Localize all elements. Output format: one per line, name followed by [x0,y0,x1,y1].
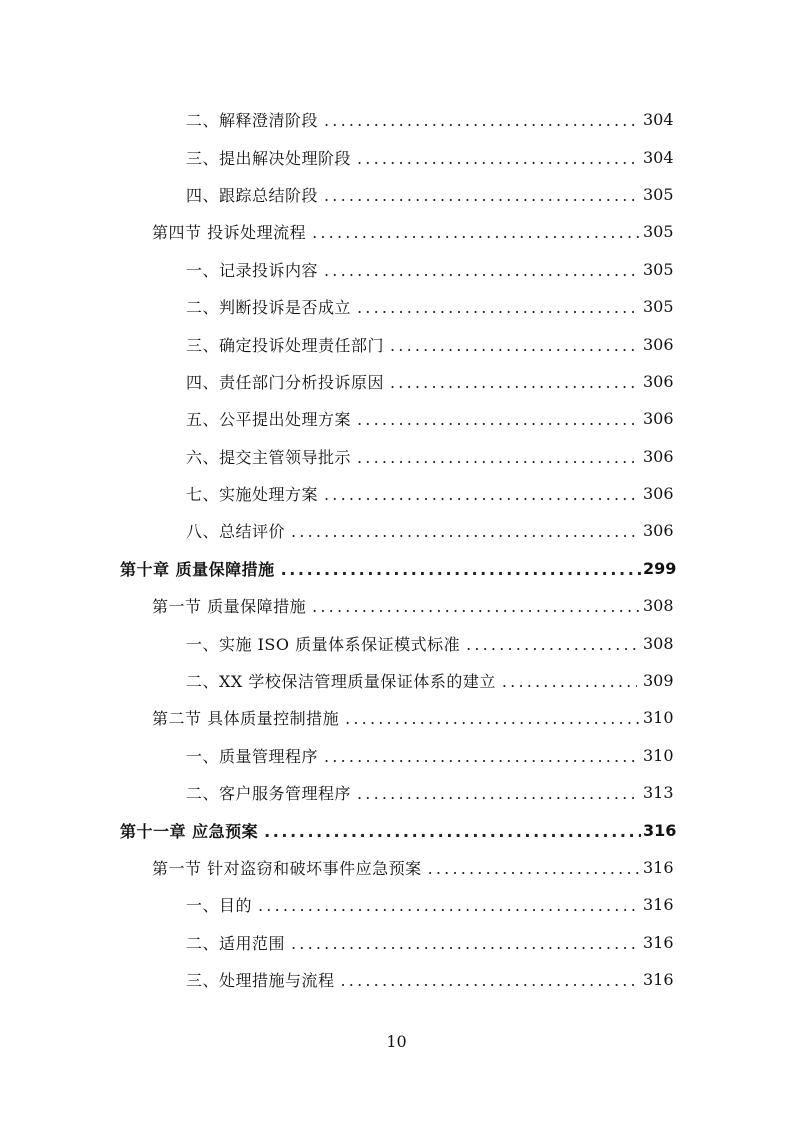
toc-entry-title: 八、总结评价 [186,522,286,542]
toc-dot-leader [357,448,637,467]
toc-dot-leader [324,186,637,205]
toc-subsection-entry[interactable] [0,325,793,362]
toc-entry-page: 306 [643,521,674,541]
toc-subsection-entry[interactable] [0,475,793,512]
toc-dot-leader [258,896,637,915]
toc-subsection-entry[interactable] [0,438,793,475]
toc-dot-leader [357,784,637,803]
toc-entry-page: 316 [643,895,674,915]
toc-entry-title: 三、处理措施与流程 [186,971,335,991]
toc-dot-leader [428,859,641,878]
toc-entry-page: 310 [643,745,674,765]
toc-subsection-entry[interactable] [0,138,793,175]
toc-entry-title: 二、判断投诉是否成立 [186,298,352,318]
toc-dot-leader [324,111,637,130]
toc-dot-leader [341,971,637,990]
toc-entry-page: 304 [643,110,674,130]
toc-dot-leader [324,261,637,280]
toc-entry-page: 306 [643,371,674,391]
toc-dot-leader [357,410,637,429]
toc-dot-leader [390,373,637,392]
toc-entry-title: 二、客户服务管理程序 [186,784,352,804]
toc-dot-leader [264,822,641,841]
toc-entry-page: 306 [643,334,674,354]
toc-subsection-entry[interactable] [0,774,793,811]
toc-entry-page: 305 [643,184,674,204]
toc-entry-title: 二、XX 学校保洁管理质量保证体系的建立 [186,672,496,692]
toc-entry-title: 二、解释澄清阶段 [186,111,319,131]
toc-entry-title: 三、提出解决处理阶段 [186,148,352,168]
toc-section-entry[interactable] [0,849,793,886]
toc-entry-title: 一、目的 [186,896,253,916]
toc-subsection-entry[interactable] [0,662,793,699]
page-number: 10 [386,1032,407,1051]
toc-dot-leader [312,597,641,616]
toc-dot-leader [390,336,637,355]
toc-entry-page: 305 [643,222,674,242]
toc-subsection-entry[interactable] [0,961,793,998]
toc-section-entry[interactable] [0,587,793,624]
toc-subsection-entry[interactable] [0,288,793,325]
toc-dot-leader [291,522,637,541]
toc-entry-title: 五、公平提出处理方案 [186,410,352,430]
toc-entry-title: 第四节 投诉处理流程 [152,223,307,243]
toc-entry-page: 310 [643,708,674,728]
toc-entry-title: 第十一章 应急预案 [120,821,259,841]
toc-entry-page: 305 [643,297,674,317]
toc-subsection-entry[interactable] [0,176,793,213]
toc-entry-page: 308 [643,596,674,616]
toc-dot-leader [281,560,641,579]
toc-dot-leader [324,485,637,504]
toc-subsection-entry[interactable] [0,400,793,437]
toc-dot-leader [345,709,641,728]
toc-entry-page: 304 [643,147,674,167]
toc-entry-title: 第十章 质量保障措施 [120,559,275,579]
toc-entry-title: 四、跟踪总结阶段 [186,185,319,205]
toc-dot-leader [466,635,637,654]
toc-entry-page: 308 [643,633,674,653]
toc-entry-title: 三、确定投诉处理责任部门 [186,335,385,355]
toc-entry-page: 306 [643,409,674,429]
toc-entry-title: 第一节 质量保障措施 [152,597,307,617]
toc-subsection-entry[interactable] [0,363,793,400]
toc-dot-leader [357,149,637,168]
toc-subsection-entry[interactable] [0,512,793,549]
toc-entry-title: 六、提交主管领导批示 [186,447,352,467]
toc-entry-title: 第一节 针对盗窃和破坏事件应急预案 [152,859,422,878]
toc-entry-page: 316 [643,970,674,990]
toc-entry-title: 二、适用范围 [186,933,286,953]
table-of-contents [0,101,793,998]
toc-entry-page: 305 [643,259,674,279]
toc-entry-title: 第二节 具体质量控制措施 [152,709,340,729]
toc-dot-leader [312,223,641,242]
toc-entry-page: 306 [643,484,674,504]
toc-entry-page: 313 [643,783,674,803]
toc-subsection-entry[interactable] [0,101,793,138]
toc-subsection-entry[interactable] [0,624,793,661]
toc-dot-leader [324,747,637,766]
toc-entry-title: 一、实施 ISO 质量体系保证模式标准 [186,634,461,654]
toc-entry-page: 306 [643,446,674,466]
toc-chapter-entry[interactable] [0,550,793,587]
toc-entry-page: 316 [643,820,677,840]
toc-section-entry[interactable] [0,699,793,736]
toc-subsection-entry[interactable] [0,886,793,923]
toc-subsection-entry[interactable] [0,251,793,288]
toc-subsection-entry[interactable] [0,737,793,774]
toc-entry-page: 316 [643,932,674,952]
toc-dot-leader [291,934,637,953]
toc-dot-leader [357,298,637,317]
toc-entry-page: 316 [643,858,674,877]
toc-entry-title: 一、质量管理程序 [186,746,319,766]
toc-dot-leader [502,672,637,691]
toc-entry-title: 四、责任部门分析投诉原因 [186,372,385,392]
toc-section-entry[interactable] [0,213,793,250]
toc-entry-title: 一、记录投诉内容 [186,260,319,280]
toc-entry-page: 309 [643,671,674,691]
toc-chapter-entry[interactable] [0,811,793,848]
toc-subsection-entry[interactable] [0,924,793,961]
toc-entry-page: 299 [643,558,677,578]
toc-entry-title: 七、实施处理方案 [186,485,319,505]
